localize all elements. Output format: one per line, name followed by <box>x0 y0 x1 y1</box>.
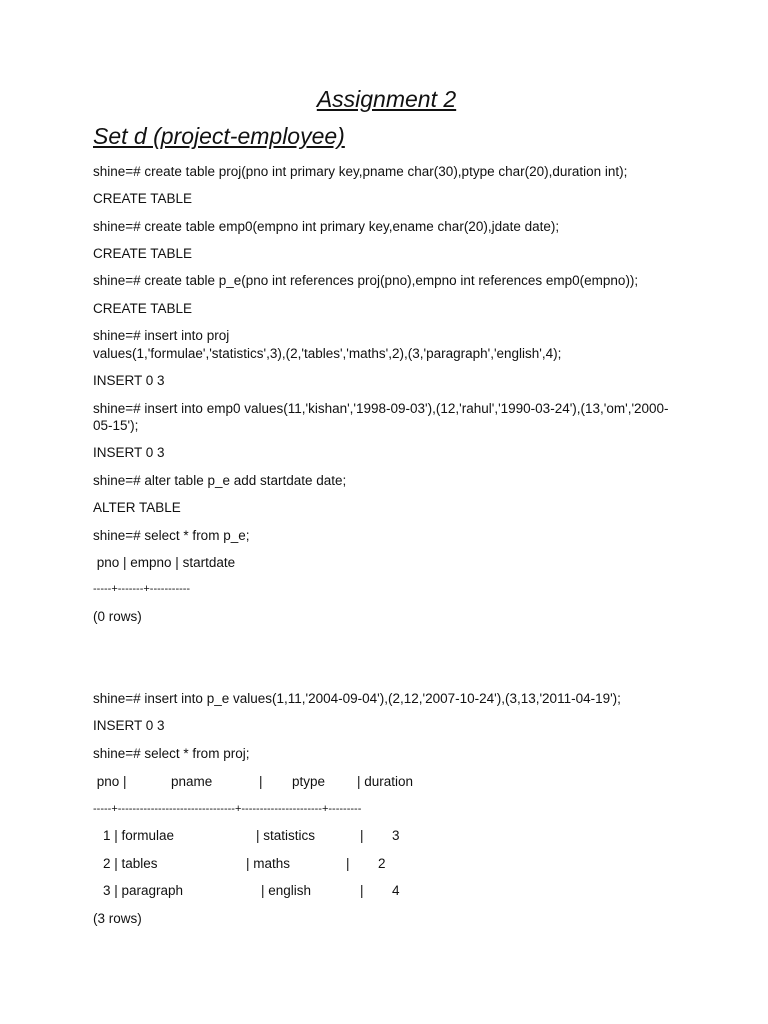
sql-output: INSERT 0 3 <box>93 445 165 460</box>
table-cell: 2 <box>378 856 386 871</box>
table-cell: 3 <box>392 828 400 843</box>
sql-line: shine=# create table p_e(pno int references proj(pno),empno int references emp0(empno)); <box>93 273 639 288</box>
table-cell: 2 | tables <box>103 856 158 871</box>
table-header-cell: pname <box>171 774 213 789</box>
sql-line: shine=# alter table p_e add startdate date; <box>93 473 347 488</box>
table-cell: | statistics <box>256 828 316 843</box>
sql-line: shine=# select * from proj; <box>93 746 250 761</box>
result-separator: -----+--------------------------------+----------------------+--------- <box>93 803 362 815</box>
table-cell: 3 | paragraph <box>103 883 184 898</box>
sql-line: shine=# insert into p_e values(1,11,'2004-09-04'),(2,12,'2007-10-24'),(3,13,'2011-04-19'); <box>93 691 621 706</box>
sql-output: CREATE TABLE <box>93 191 193 206</box>
sql-output: INSERT 0 3 <box>93 373 165 388</box>
table-header-cell: | <box>259 774 263 789</box>
sql-line: shine=# insert into proj <box>93 328 230 343</box>
table-cell: | english <box>261 883 312 898</box>
sql-output: INSERT 0 3 <box>93 718 165 733</box>
table-cell: | <box>360 883 364 898</box>
sql-output: CREATE TABLE <box>93 246 193 261</box>
sql-line: 05-15'); <box>93 418 139 433</box>
sql-output: ALTER TABLE <box>93 500 181 515</box>
result-header: pno | empno | startdate <box>93 555 236 570</box>
table-header-cell: ptype <box>292 774 326 789</box>
table-header-cell: | duration <box>357 774 414 789</box>
table-cell: | <box>360 828 364 843</box>
document-subtitle: Set d (project-employee) <box>93 123 345 149</box>
sql-line: shine=# select * from p_e; <box>93 528 250 543</box>
sql-line: shine=# create table emp0(empno int primary key,ename char(20),jdate date); <box>93 219 560 234</box>
table-cell: 1 | formulae <box>103 828 175 843</box>
sql-line: shine=# insert into emp0 values(11,'kishan','1998-09-03'),(12,'rahul','1990-03-24'),(13,'om','2000- <box>93 401 669 416</box>
table-cell: | <box>346 856 350 871</box>
table-cell: 4 <box>392 883 400 898</box>
table-cell: | maths <box>246 856 291 871</box>
result-separator: -----+-------+----------- <box>93 583 191 595</box>
document-title: Assignment 2 <box>316 86 457 112</box>
sql-output: CREATE TABLE <box>93 301 193 316</box>
sql-line: shine=# create table proj(pno int primary key,pname char(30),ptype char(20),duration int); <box>93 164 628 179</box>
table-header-cell: pno | <box>93 774 127 789</box>
row-count: (3 rows) <box>93 911 142 926</box>
sql-line: values(1,'formulae','statistics',3),(2,'tables','maths',2),(3,'paragraph','english',4); <box>93 346 562 361</box>
row-count: (0 rows) <box>93 609 142 624</box>
